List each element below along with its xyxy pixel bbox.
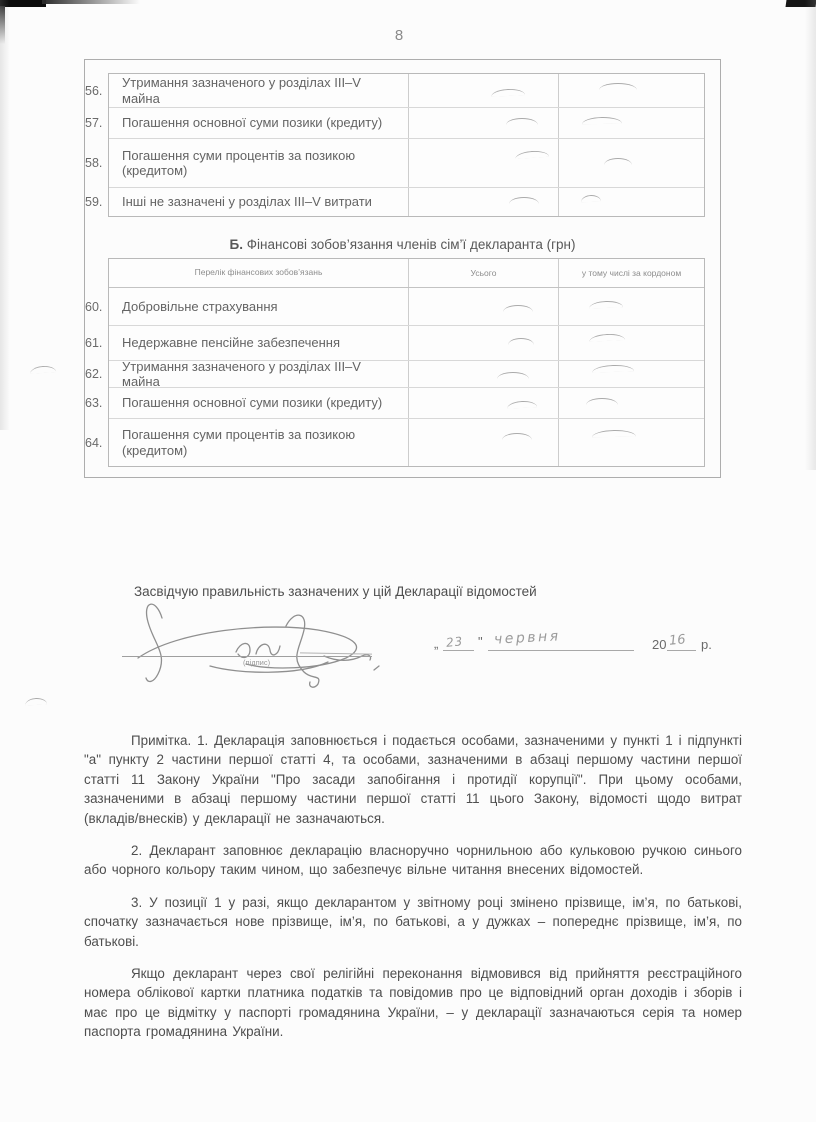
- pen-dash-mark: [581, 195, 601, 203]
- table-row: [85, 388, 704, 419]
- row-number: 60.: [85, 299, 103, 314]
- pen-dash-mark: [586, 398, 618, 405]
- value-cell-abroad: [558, 361, 704, 387]
- date-open-quote: „: [434, 636, 439, 651]
- value-cell-abroad: [558, 188, 704, 216]
- value-cell-total: [408, 288, 558, 325]
- handwritten-month: червня: [493, 628, 561, 648]
- pen-dash-mark: [604, 158, 632, 165]
- table-family-obligations-60-64: [85, 258, 705, 467]
- table-expenses-56-59: [85, 73, 705, 217]
- date-month-blank: [488, 650, 634, 651]
- value-cell-total: [408, 74, 558, 107]
- attestation-statement: Засвідчую правильність зазначених у цій Декларації відомостей: [134, 584, 537, 599]
- pen-dash-mark: [515, 150, 549, 159]
- pen-dash-mark-margin: [30, 365, 56, 374]
- note-paragraph-2: 2. Декларант заповнює декларацію власноручно чорнильною або кульковою ручкою синього або чорного кольору таким чином, що забезпечує вільне читання внесених відомостей.: [84, 843, 742, 878]
- table-row: [85, 188, 704, 216]
- date-year-suffix: р.: [701, 637, 712, 652]
- value-cell-total: [408, 108, 558, 138]
- table-row: [85, 358, 704, 389]
- pen-dash-mark: [507, 400, 537, 409]
- column-header-abroad: у тому числі за кордоном: [558, 259, 704, 287]
- value-cell-total: [408, 326, 558, 360]
- row-label: Добровільне страхування: [122, 298, 278, 314]
- section-b-letter: Б.: [229, 237, 243, 252]
- value-cell-abroad: [558, 108, 704, 138]
- scan-shadow-left: [0, 0, 10, 430]
- value-cell-total: [408, 139, 558, 187]
- row-label: Погашення суми процентів за позикою (кредитом): [122, 147, 356, 178]
- row-label: Утримання зазначеного у розділах III–V майна: [122, 75, 361, 106]
- row-number: 62.: [85, 367, 103, 381]
- signature-caption: (підпис): [243, 658, 271, 667]
- table-row: [85, 139, 704, 188]
- pen-dash-mark: [582, 117, 622, 125]
- note-paragraph-4: Якщо декларант через свої релігійні переконання відмовився від прийняття реєстраційного номера облікової картки платника податків та повідомив про це відповідний орган доходів і зборів і має про це відмітку у паспорті громадянина України, – у декларації зазначаються серія та номер паспорта громадянина України.: [84, 966, 742, 1040]
- value-cell-abroad: [558, 139, 704, 187]
- row-label: Інші не зазначені у розділах III–V витрати: [122, 194, 372, 210]
- pen-dash-mark: [491, 88, 525, 97]
- row-label: Погашення основної суми позики (кредиту): [122, 115, 383, 131]
- row-number: 58.: [85, 156, 103, 170]
- column-header-total: Усього: [408, 259, 558, 287]
- page-number: 8: [394, 27, 404, 44]
- value-cell-abroad: [558, 388, 704, 418]
- pen-dash-mark: [592, 364, 634, 372]
- pen-dash-mark: [503, 305, 533, 312]
- pen-dash-mark: [502, 433, 532, 440]
- pen-dash-mark-margin: [25, 697, 47, 705]
- table-header-row: [109, 259, 704, 288]
- row-number: 56.: [85, 83, 103, 98]
- scan-shadow-right: [805, 0, 816, 470]
- row-label: Утримання зазначеного у розділах III–V майна: [122, 358, 361, 389]
- row-label: Погашення суми процентів за позикою (кредитом): [122, 427, 356, 458]
- pen-dash-mark: [509, 197, 539, 204]
- pen-dash-mark: [592, 430, 636, 438]
- date-close-quote: ": [478, 634, 483, 649]
- table-row: [85, 288, 704, 326]
- pen-dash-mark: [506, 118, 538, 125]
- row-number: 63.: [85, 396, 103, 410]
- section-b-title: [84, 237, 721, 252]
- value-cell-abroad: [558, 326, 704, 360]
- value-cell-total: [408, 419, 558, 466]
- value-cell-total: [408, 361, 558, 387]
- notes-section: [84, 731, 742, 1055]
- column-header-list: Перелік фінансових зобов’язань: [194, 267, 323, 278]
- value-cell-total: [408, 388, 558, 418]
- value-cell-abroad: [558, 74, 704, 107]
- row-number: 57.: [85, 116, 103, 130]
- row-number: 61.: [85, 336, 103, 350]
- signature-line: [122, 656, 372, 657]
- handwritten-day: 23: [445, 634, 464, 650]
- scan-artifact-top-left-fade: [42, 0, 140, 4]
- value-cell-abroad: [558, 419, 704, 466]
- table-row: [85, 419, 704, 466]
- pen-dash-mark: [497, 372, 529, 379]
- row-number: 59.: [85, 195, 103, 209]
- note-paragraph-3: 3. У позиції 1 у разі, якщо декларантом у звітному році змінено прізвище, ім’я, по батькові, спочатку зазначається нове прізвище, ім’я, по батькові, а у дужках – попереднє прізвище, ім’я, по батькові.: [84, 894, 742, 949]
- handwritten-year: 16: [668, 632, 687, 649]
- pen-dash-mark: [589, 333, 625, 342]
- table-row: [85, 326, 704, 361]
- pen-dash-mark: [599, 83, 637, 90]
- row-label: Погашення основної суми позики (кредиту): [122, 395, 383, 411]
- note-paragraph-1: Примітка. 1. Декларація заповнюється і подається особами, зазначеними у пункті 1 і підпункті "а" пункту 2 частини першої статті 4, та особами, зазначеними в абзаці першому частини першої статті 11 Закону України "Про засади запобігання і протидії корупції". При цьому особами, зазначеними в абзаці першому частини першої статті 11 цього Закону, відомості щодо витрат (вкладів/внесків) у декларації не зазначаються.: [84, 733, 742, 826]
- pen-dash-mark: [508, 338, 534, 345]
- table-row: [85, 74, 704, 108]
- table-row: [85, 108, 704, 139]
- date-year-blank: [667, 650, 696, 651]
- value-cell-abroad: [558, 288, 704, 325]
- value-cell-total: [408, 188, 558, 216]
- pen-dash-mark: [589, 300, 623, 308]
- date-day-blank: [443, 650, 474, 651]
- section-b-title-text: Фінансові зобов’язання членів сім’ї декларанта (грн): [242, 237, 576, 252]
- handwritten-signature: [118, 596, 388, 696]
- row-number: 64.: [85, 435, 103, 450]
- date-year-prefix: 20: [652, 637, 667, 652]
- row-label: Недержавне пенсійне забезпечення: [122, 335, 340, 351]
